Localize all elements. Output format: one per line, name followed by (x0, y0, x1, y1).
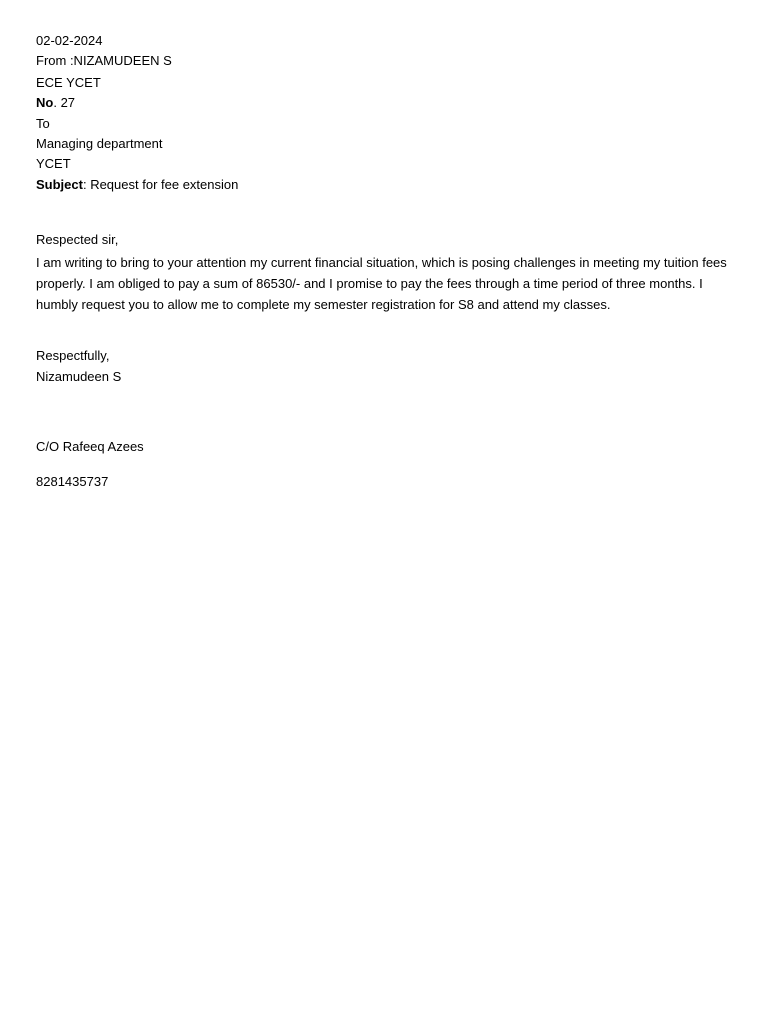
letter-phone: 8281435737 (36, 474, 109, 489)
letter-to: To (36, 116, 50, 131)
letter-care-of: C/O Rafeeq Azees (36, 439, 144, 454)
letter-recipient-org: YCET (36, 156, 71, 171)
letter-salutation: Respected sir, (36, 232, 119, 247)
number-label: No (36, 95, 54, 110)
letter-date: 02-02-2024 (36, 33, 103, 48)
letter-number (36, 95, 75, 111)
letter-from: From :NIZAMUDEEN S (36, 53, 172, 68)
letter-department: ECE YCET (36, 75, 101, 90)
letter-subject (36, 177, 238, 193)
letter-body: I am writing to bring to your attention my current financial situation, which is posing challenges in meeting my tuition fees properly. I am obliged to pay a sum of 86530/- and I promise to pay the fees through a time period of three months. I humbly request you to allow me to complete my semester registration for S8 and attend my classes. (36, 255, 727, 312)
number-value: . 27 (53, 95, 76, 110)
letter-closing: Respectfully, (36, 348, 110, 363)
subject-value: : Request for fee extension (82, 177, 239, 192)
letter-recipient: Managing department (36, 136, 163, 151)
letter-signature: Nizamudeen S (36, 369, 122, 384)
subject-label: Subject (36, 177, 83, 192)
